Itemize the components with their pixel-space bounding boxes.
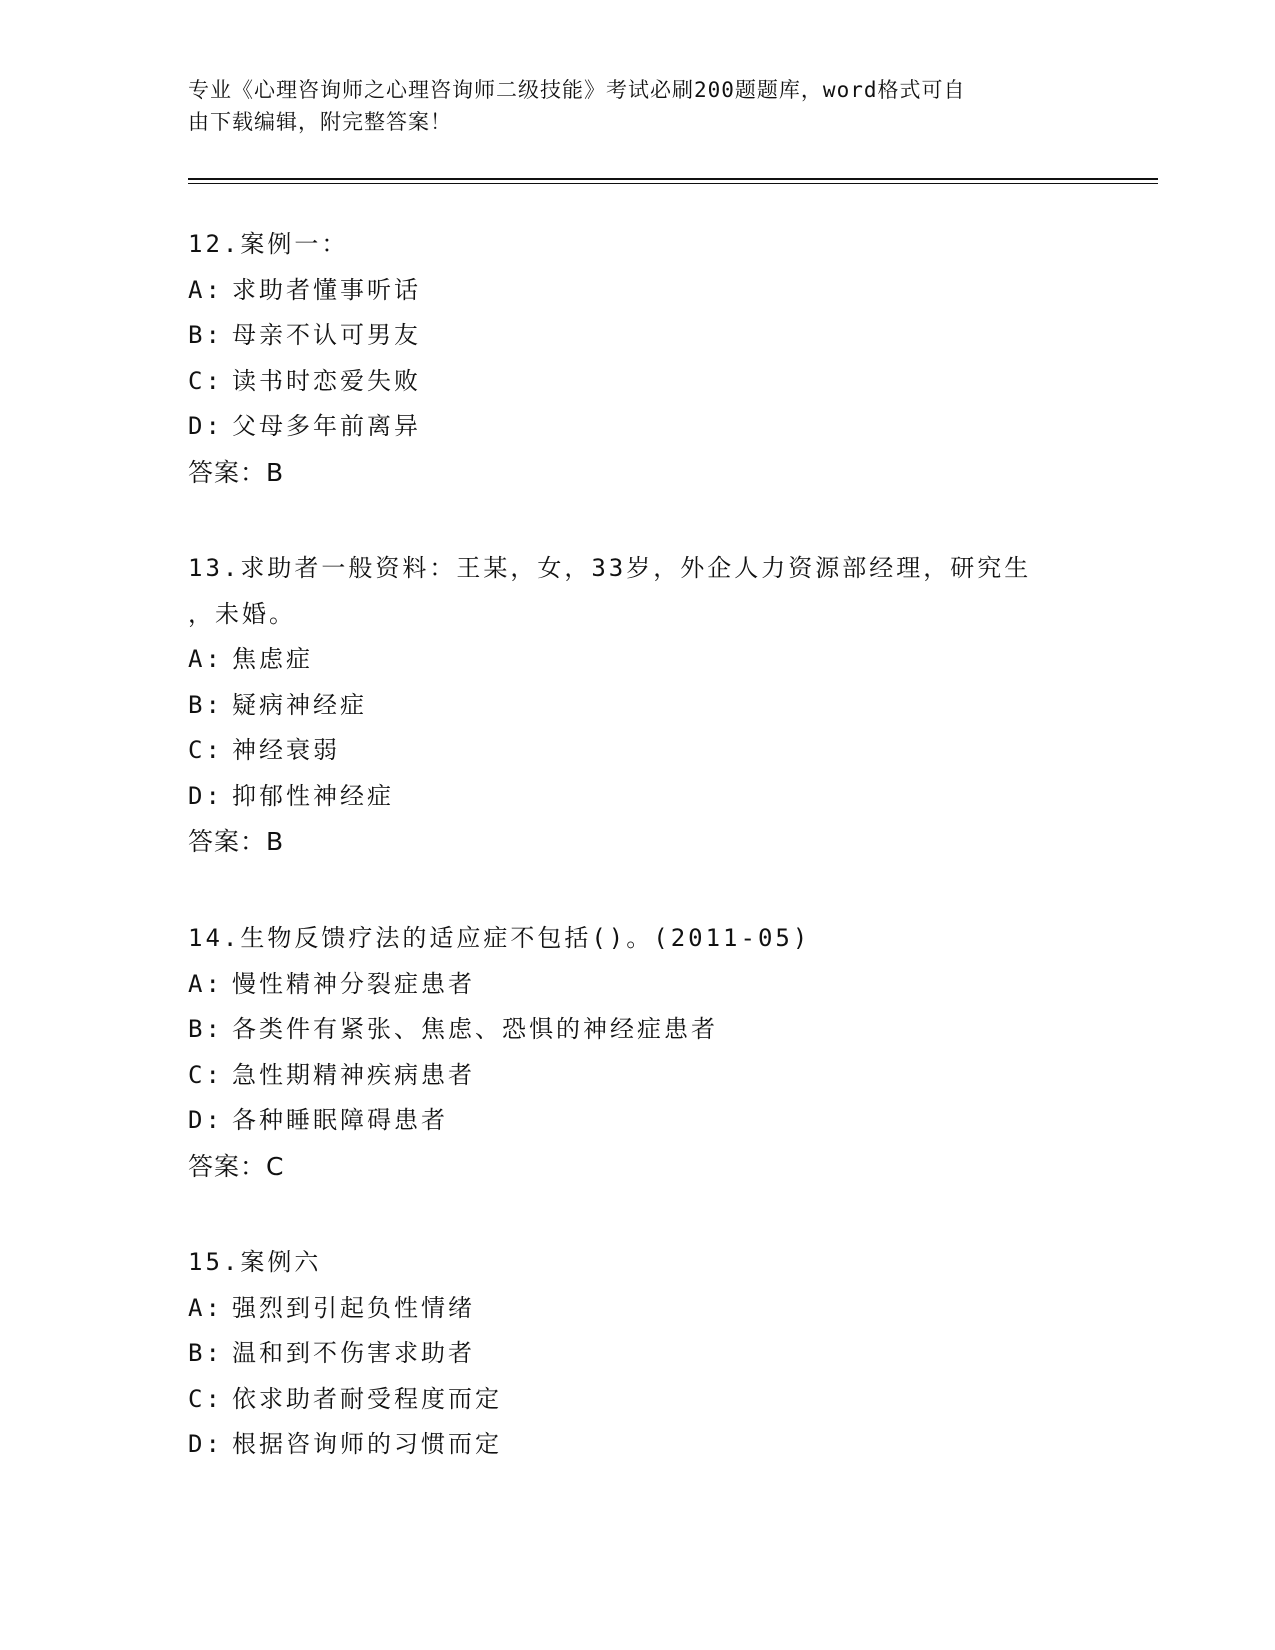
question-stem: 14.生物反馈疗法的适应症不包括()。(2011-05) — [188, 924, 811, 952]
option-c — [188, 359, 1088, 405]
option-text: 母亲不认可男友 — [232, 321, 421, 349]
option-text: 抑郁性神经症 — [232, 781, 394, 810]
option-text: 疑病神经症 — [232, 690, 367, 719]
option-text: 读书时恋爱失败 — [232, 366, 421, 395]
answer: 答案：B — [188, 827, 285, 856]
answer: 答案：C — [188, 1151, 285, 1181]
header-divider — [188, 178, 1158, 184]
option-text: 温和到不伤害求助者 — [232, 1339, 475, 1367]
option-b — [188, 1331, 1088, 1377]
option-b — [188, 683, 1088, 729]
option-text: 父母多年前离异 — [232, 412, 421, 440]
option-text: 根据咨询师的习惯而定 — [232, 1430, 502, 1458]
question-stem: 12.案例一： — [188, 230, 349, 258]
option-letter: D: — [188, 412, 223, 440]
option-letter: D: — [188, 1430, 223, 1458]
option-letter: C: — [188, 366, 223, 395]
option-letter: A: — [188, 275, 223, 304]
header-line-1: 专业《心理咨询师之心理咨询师二级技能》考试必刷200题题库，word格式可自 — [188, 78, 966, 102]
option-text: 焦虑症 — [232, 645, 313, 673]
option-letter: B: — [188, 321, 223, 349]
question-stem-continued: ，未婚。 — [188, 599, 296, 628]
option-text: 依求助者耐受程度而定 — [232, 1384, 502, 1413]
option-letter: B: — [188, 1339, 223, 1367]
option-letter: A: — [188, 1293, 223, 1322]
option-letter: A: — [188, 645, 223, 673]
question-12 — [188, 222, 1088, 495]
option-text: 各类件有紧张、焦虑、恐惧的神经症患者 — [232, 1015, 718, 1043]
option-letter: B: — [188, 1015, 223, 1043]
option-letter: B: — [188, 690, 223, 719]
option-c — [188, 1053, 1088, 1099]
option-a — [188, 637, 1088, 683]
option-a — [188, 962, 1088, 1008]
option-text: 神经衰弱 — [232, 736, 340, 764]
option-d — [188, 1422, 1088, 1468]
option-letter: C: — [188, 736, 223, 764]
answer: 答案：B — [188, 457, 285, 487]
option-d — [188, 774, 1088, 820]
option-a — [188, 1286, 1088, 1332]
question-stem: 15.案例六 — [188, 1248, 322, 1276]
option-letter: D: — [188, 781, 223, 810]
question-stem: 13.求助者一般资料：王某，女，33岁，外企人力资源部经理，研究生 — [188, 554, 1032, 582]
question-15 — [188, 1240, 1088, 1468]
option-letter: D: — [188, 1106, 223, 1134]
option-text: 各种睡眠障碍患者 — [232, 1106, 448, 1134]
option-letter: A: — [188, 969, 223, 998]
option-text: 强烈到引起负性情绪 — [232, 1293, 475, 1322]
option-c — [188, 728, 1088, 774]
document-header — [188, 74, 1068, 138]
question-13 — [188, 546, 1088, 865]
option-b — [188, 313, 1088, 359]
option-d — [188, 1098, 1088, 1144]
option-text: 急性期精神疾病患者 — [232, 1060, 475, 1089]
option-d — [188, 404, 1088, 450]
option-c — [188, 1377, 1088, 1423]
option-text: 慢性精神分裂症患者 — [232, 969, 475, 998]
header-line-2: 由下载编辑，附完整答案！ — [188, 110, 452, 134]
question-14 — [188, 916, 1088, 1189]
option-letter: C: — [188, 1060, 223, 1089]
option-b — [188, 1007, 1088, 1053]
option-a — [188, 268, 1088, 314]
option-letter: C: — [188, 1384, 223, 1413]
option-text: 求助者懂事听话 — [232, 275, 421, 304]
